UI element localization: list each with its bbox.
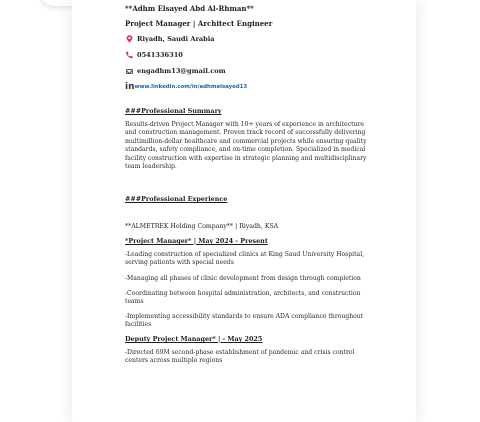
summary-heading: ###Professional Summary xyxy=(125,107,222,115)
job1-bullet-1: -Leading construction of specialized clinics at King Saud University Hospital, serving patients with special needs xyxy=(125,251,365,267)
company-line: **ALMETREK Holding Company** | Riyadh, KSA xyxy=(125,223,279,230)
location-row xyxy=(125,35,215,43)
experience-heading: ###Professional Experience xyxy=(125,195,228,203)
mail-icon xyxy=(125,67,133,75)
candidate-name: **Adhm Elsayed Abd Al-Rhman** xyxy=(125,4,254,13)
linkedin-link[interactable]: www.linkedin.com/in/adhmelsayed13 xyxy=(134,84,248,91)
linkedin-row xyxy=(125,83,247,92)
phone-row xyxy=(125,51,183,59)
job1-bullet-4: -Implementing accessibility standards to ensure ADA compliance throughout facilities xyxy=(125,313,364,329)
email-row xyxy=(125,67,226,75)
job1-bullet-3: -Coordinating between hospital administration, architects, and construction teams xyxy=(125,290,361,306)
email-text[interactable]: engadhm13@gmail.com xyxy=(137,67,226,75)
job2-title: Deputy Project Manager* | - May 2025 xyxy=(125,335,263,343)
location-pin-icon xyxy=(125,35,133,43)
job1-title: *Project Manager* | May 2024 - Present xyxy=(125,237,268,245)
phone-text: 0541336310 xyxy=(137,51,183,59)
job2-bullet-1: -Directed 69M second-phase establishment of pandemic and crisis control centers across multiple regions xyxy=(125,349,355,365)
resume-page xyxy=(72,0,416,422)
candidate-role: Project Manager | Architect Engineer xyxy=(125,19,273,28)
summary-text: Results-driven Project Manager with 10+ years of experience in architecture and construction management. Proven track record of successfully delivering multimillion-dollar healthcare and commercial projects while ensuring quality standards, safety compliance, and on-time completion. Specialized in medical facility construction with expertise in strategic planning and multidisciplinary team leadership. xyxy=(125,121,367,171)
location-text: Riyadh, Saudi Arabia xyxy=(137,35,215,43)
job1-bullet-2: -Managing all phases of clinic development from design through completion xyxy=(125,275,361,282)
linkedin-icon: in xyxy=(125,82,135,92)
phone-icon xyxy=(125,51,133,59)
